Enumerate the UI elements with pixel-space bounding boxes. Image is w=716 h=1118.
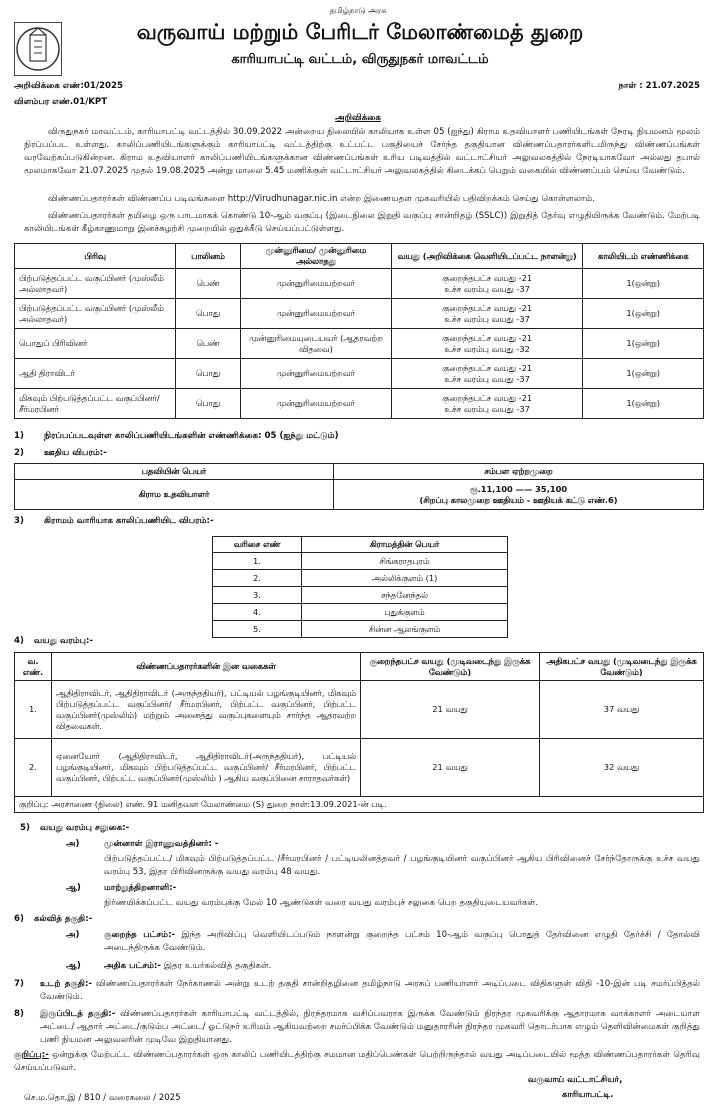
- table-cell: முன்னுரிமையுடையவர் (ஆதரவற்ற விதவை): [240, 329, 391, 359]
- pay-note-text: (சிறப்பு காலமுறை ஊதியம் - ஊதியக் கட்டு எண்.6): [419, 494, 618, 505]
- table-cell: [391, 299, 583, 329]
- footer-reference: செ.ம.தொ.இ / 810 / வரைகலை / 2025: [24, 1093, 181, 1103]
- table-cell: 5.: [213, 621, 302, 638]
- section-4-number: 4): [14, 636, 24, 646]
- table-cell: பொதுப் பிரிவினர்: [15, 329, 176, 359]
- table-cell: பொது: [176, 299, 241, 329]
- table-header: வயது (அறிவிக்கை வெளியிடப்பட்ட நாளன்று): [391, 244, 583, 269]
- table-cell: 37 வயது: [540, 681, 704, 739]
- table-cell: 2.: [213, 570, 302, 587]
- min-age-text: குறைந்தபட்ச வயது -21: [442, 332, 533, 343]
- section-7-number: 7): [14, 979, 24, 989]
- final-note-text: ஒன்றுக்கு மேற்பட்ட விண்ணப்பதாரர்கள் ஒரு காலிப் பணியிடத்திற்கு சமமான மதிப்பெண்கள் பெற்றிருந்தால் வயது அடிப்படையில் மூத்த விண்ணப்பதாரர்கள் தெரிவு செய்யப்படுவர்.: [14, 1050, 700, 1073]
- table-cell: 1(ஒன்று): [583, 269, 704, 299]
- table-cell: ஏனையோர் (ஆதிதிராவிடர், ஆதிதிராவிடர்(அருந்ததியர்), பட்டியல் பழங்குடியினர், மிகவும் பிற்படுத்தப்பட்ட வகுப்பினர்/ சீர்மரபினர், பிற்பட்ட வகுப்பினர், பிற்பட்ட வகுப்பினர்(முஸ்லிம் ) ஆகிய வகுப்பினை சாராதவர்கள்): [52, 739, 361, 797]
- section-8-number: 8): [14, 1009, 24, 1019]
- table-cell: 1(ஒன்று): [583, 389, 704, 419]
- table-cell: 1(ஒன்று): [583, 359, 704, 389]
- signature-office: காரியாபட்டி.: [562, 1090, 614, 1100]
- pay-table: [14, 463, 704, 510]
- pay-range-text: ரூ.11,100 —— 35,100: [469, 483, 568, 494]
- dept-title: வருவாய் மற்றும் பேரிடர் மேலாண்மைத் துறை: [136, 20, 584, 44]
- table-row: [213, 604, 508, 621]
- section-2-number: 2): [14, 448, 24, 458]
- section-7-body: விண்ணப்பதாரர்கள் நேர்காணல் அன்று உடற் தகுதி சான்றிதழினை தமிழ்நாடு அரசுப் பணியாளர் அடிப்படை விதிகளுள் விதி -10-இன் படி சமர்ப்பித்தல் வேண்டும்.: [40, 979, 700, 1002]
- intro-paragraph-1: விருதுநகர் மாவட்டம், காரியாபட்டி வட்டத்தில் 30.09.2022 அன்றைய நிலையில் காலியாக உள்ள 05 (ஐந்து) கிராம உதவியாளர் பணியிடங்கள் நேரடி நியமனம் மூலம் நிரப்பப்பட உள்ளது. காலிப்பணியிடங்களுக்கும் காரியாபட்டி வட்டத்திற்கு உட்பட்ட பகுதியைச் சேர்ந்த தகுதியான விண்ணப்பதாரர்களிடமிருந்து விண்ணப்பங்கள் வரவேற்கப்படுகின்றன. கிராம உதவியாளர் காலிப்பணியிடங்களுக்கான விண்ணப்பங்கள் உரிய படிவத்தில் வட்டாட்சியர் அலுவலகத்தில் நேரடியாகவோ அல்லது தபால் மூலமாகவோ 21.07.2025 முதல் 19.08.2025 அன்று மாலை 5.45 மணிக்குள் வட்டாட்சியர் அலுவலகத்தில் கிடைக்கப் பெறும் வகையில் விண்ணப்பம் செய்ய வேண்டும்.: [24, 127, 700, 176]
- table-cell: 21 வயது: [361, 681, 540, 739]
- section-6a-text: [104, 929, 700, 955]
- table-header: பதவியின் பெயர்: [15, 464, 334, 480]
- ad-number: விளம்பர எண்.01/KPT: [14, 97, 108, 107]
- table-cell: சின்ன ஆலங்குளம்: [302, 621, 508, 638]
- section-5a-text: பிற்படுத்தப்பட்ட/ மிகவும் பிற்படுத்தப்பட்ட /சீர்மரபினர் / பட்டியலினத்தவர் / பழங்குடியினர் வகுப்பினர் ஆகிய பிரிவினைச் சேர்ந்தோருக்கு உச்ச வயது வரம்பு 53, இதர பிரிவினருக்கு வயது வரம்பு 48 வயது.: [104, 854, 700, 877]
- table-row: [213, 553, 508, 570]
- section-6-title: கல்வித் தகுதி:-: [34, 914, 93, 924]
- max-age-text: உச்ச வரம்பு வயது -37: [444, 313, 530, 324]
- table-header-row: [15, 653, 704, 681]
- table-cell: 32 வயது: [540, 739, 704, 797]
- gov-label: தமிழ்நாடு அரசு: [329, 6, 387, 15]
- section-6a-title: குறைந்த பட்சம்:-: [104, 930, 176, 940]
- table-row: [15, 359, 704, 389]
- table-header: முன்னுரிமை/ முன்னுரிமை அல்லாதது: [240, 244, 391, 269]
- table-row: [15, 299, 704, 329]
- section-8-title: இருப்பிடத் தகுதி:-: [40, 1009, 116, 1019]
- min-age-text: குறைந்தபட்ச வயது -21: [442, 392, 533, 403]
- table-header-row: [15, 464, 704, 480]
- section-5-number: 5): [20, 823, 30, 833]
- table-header: பிரிவு: [15, 244, 176, 269]
- final-note: [14, 1049, 700, 1075]
- min-age-text: குறைந்தபட்ச வயது -21: [442, 302, 533, 313]
- table-header: பாலினம்: [176, 244, 241, 269]
- table-cell: 1(ஒன்று): [583, 329, 704, 359]
- table-cell: புதுக்குளம்: [302, 604, 508, 621]
- table-cell: [391, 329, 583, 359]
- max-age-text: உச்ச வரம்பு வயது -32: [444, 343, 530, 354]
- table-cell: சிங்கராதபுரம்: [302, 553, 508, 570]
- table-cell: ஆதிதிராவிடர், ஆதிதிராவிடர் (அருந்ததியர்), பட்டியல் பழங்குடியினர், மிகவும் பிற்படுத்தப்பட்ட வகுப்பினர்/ சீர்மரபினர், பிற்பட்ட வகுப்பினர், பிற்பட்ட வகுப்பினர்(முஸ்லிம்) மற்றும் அனைத்து வகுப்புகளையும் சார்ந்த ஆதரவற்ற விதவைகள்.: [52, 681, 361, 739]
- section-3-number: 3): [14, 516, 24, 526]
- table-cell: 21 வயது: [361, 739, 540, 797]
- section-4-title: வயது வரம்பு:-: [34, 636, 94, 646]
- table-cell: பிற்படுத்தப்பட்ட வகுப்பினர் (முஸ்லீம் அல்லாதவர்): [15, 269, 176, 299]
- min-age-text: குறைந்தபட்ச வயது -21: [442, 272, 533, 283]
- table-row: [15, 739, 704, 797]
- max-age-text: உச்ச வரம்பு வயது -37: [444, 283, 530, 294]
- table-cell: முன்னுரிமையற்றவர்: [240, 299, 391, 329]
- section-6b-title: அதிக பட்சம்:-: [104, 961, 161, 971]
- notice-number: அறிவிக்கை எண்:01/2025: [14, 81, 123, 91]
- table-header-row: [213, 537, 508, 553]
- sub-title: காரியாபட்டி வட்டம், விருதுநகர் மாவட்டம்: [231, 52, 489, 67]
- table-header: சம்பள ஏற்றமுறை: [334, 464, 704, 480]
- table-row: [15, 269, 704, 299]
- intro-paragraph-2: விண்ணப்பதாரர்கள் விண்ணப்ப படிவங்களை http://Virudhunagar.nic.in என்ற இணையதள முகவரியில் பதிவிறக்கம் செய்து கொள்ளலாம்.: [48, 194, 595, 204]
- table-cell: பொது: [176, 389, 241, 419]
- section-5a-title: முன்னாள் இராணுவத்தினர்: -: [104, 839, 219, 849]
- section-5b-title: மாற்றுத்திறனாளி:-: [104, 883, 177, 893]
- signature-designation: வருவாய் வட்டாட்சியர்,: [528, 1075, 623, 1085]
- post-name-cell: கிராம உதவியாளர்: [15, 480, 334, 510]
- section-6a-label: அ): [66, 930, 80, 940]
- section-7-title: உடற் தகுதி:-: [40, 979, 92, 989]
- intro-paragraph-3: விண்ணப்பதாரர்கள் தமிழை ஒரு பாடமாகக் கொண்டு 10-ஆம் வகுப்பு (இடைநிலை இறுதி வகுப்பு சான்றிதழ் (SSLC)) இறுதித் தேர்வு எழுதியிருக்க வேண்டும். மேற்படி காலியிடங்கள் கீழ்காணுமாறு இனச்சுழற்சி முறையில் ஒதுக்கீடு செய்யப்பட்டுள்ளது.: [24, 211, 700, 234]
- section-8-body: விண்ணப்பதாரர்கள் காரியாபட்டி வட்டத்தில், நிரந்தரமாக வசிப்பவராக இருக்க வேண்டும் நிரந்தர முகவரிக்கு ஆதாரமாக வாக்காளர் அடையாள அட்டை/ ஆதார் அட்டை/குடும்ப அட்டை/ ஓட்டுநர் உரிமம் ஆகியவற்றை சமர்ப்பிக்க வேண்டும் மனுதாரரின் நிரந்தர முகவரி தொடர்பாக எழும் தெளிவின்மைகள் குறித்து பணி நியமன அலுவலரின் முடிவே இறுதியானது.: [40, 1009, 701, 1045]
- section-5a-label: அ): [66, 839, 80, 849]
- section-5-title: வயது வரம்பு சலுகை:-: [40, 823, 130, 833]
- table-cell: [391, 359, 583, 389]
- section-6b-text: [104, 960, 700, 973]
- table-row: [213, 621, 508, 638]
- section-5b-text: நிர்ணயிக்கப்பட்ட வயது வரம்புக்கு மேல் 10 ஆண்டுகள் வரை வயது வரம்புச் சலுகை பெற தகுதியுடையவர்கள்.: [104, 898, 539, 908]
- village-table: [212, 536, 508, 638]
- section-8-text: [40, 1008, 700, 1047]
- max-age-text: உச்ச வரம்பு வயது -37: [444, 403, 530, 414]
- table-cell: சந்தனேந்தல்: [302, 587, 508, 604]
- table-header: கிராமத்தின் பெயர்: [302, 537, 508, 553]
- vacancy-table: [14, 243, 704, 419]
- notice-heading: அறிவிக்கை: [335, 113, 381, 123]
- table-cell: [391, 269, 583, 299]
- table-cell: அல்லிக்குளம் (1): [302, 570, 508, 587]
- section-1-number: 1): [14, 431, 24, 441]
- table-cell: 4.: [213, 604, 302, 621]
- table-header: காலியிடம் எண்ணிக்கை: [583, 244, 704, 269]
- table-cell: பொது: [176, 359, 241, 389]
- table-cell: [391, 389, 583, 419]
- age-table-note: குறிப்பு: அரசாணை (நிலை) எண். 91 மனிதவள மேலாண்மை (S) துறை நாள்:13.09.2021-ன் படி.: [15, 797, 704, 813]
- section-6b-body: இதர உயர்கல்வித் தகுதிகள்.: [163, 961, 272, 971]
- table-row: [15, 329, 704, 359]
- table-cell: 1.: [213, 553, 302, 570]
- max-age-text: உச்ச வரம்பு வயது -37: [444, 373, 530, 384]
- table-header-row: [15, 244, 704, 269]
- table-row: [213, 570, 508, 587]
- section-7-text: [40, 978, 700, 1004]
- table-row: [15, 797, 704, 813]
- section-6a-body: இந்த அறிவிப்பு வெளியிடப்படும் நாளன்று குறைந்த பட்சம் 10-ஆம் வகுப்பு பொதுத் தேர்வினை எழுதி தேர்ச்சி / தோல்வி அடைந்திருக்க வேண்டும்.: [104, 930, 701, 953]
- section-6b-label: ஆ): [66, 961, 81, 971]
- age-limit-table: [14, 652, 704, 813]
- table-cell: பிற்படுத்தப்பட்ட வகுப்பினர் (முஸ்லீம் அல்லாதவர்): [15, 299, 176, 329]
- section-1-text: நிரப்பப்படவுள்ள காலிப்பணியிடங்களின் எண்ணிக்கை: 05 (ஐந்து மட்டும்): [44, 431, 339, 441]
- table-cell: 1.: [15, 681, 52, 739]
- table-cell: முன்னுரிமையற்றவர்: [240, 389, 391, 419]
- table-header: வரிசை எண்: [213, 537, 302, 553]
- final-note-label: குறிப்பு:-: [14, 1050, 49, 1060]
- table-row: [15, 681, 704, 739]
- section-2-title: ஊதிய விபரம்:-: [44, 448, 107, 458]
- table-cell: ஆதி திராவிடர்: [15, 359, 176, 389]
- table-cell: மிகவும் பிற்படுத்தப்பட்ட வகுப்பினர்/ சீர்மரபினர்: [15, 389, 176, 419]
- section-3-title: கிராமம் வாரியாக காலிப்பணியிட விபரம்:-: [44, 516, 214, 526]
- table-row: [213, 587, 508, 604]
- table-cell: முன்னுரிமையற்றவர்: [240, 269, 391, 299]
- section-5b-label: ஆ): [66, 883, 81, 893]
- section-6-number: 6): [14, 914, 24, 924]
- table-cell: 3.: [213, 587, 302, 604]
- tn-emblem-icon: [14, 22, 62, 76]
- min-age-text: குறைந்தபட்ச வயது -21: [442, 362, 533, 373]
- notice-date: நாள் : 21.07.2025: [618, 81, 700, 91]
- table-cell: 1(ஒன்று): [583, 299, 704, 329]
- pay-scale-cell: [334, 480, 704, 510]
- table-cell: 2.: [15, 739, 52, 797]
- table-header: வ. எண்.: [15, 653, 52, 681]
- table-row: [15, 389, 704, 419]
- table-cell: முன்னுரிமையற்றவர்: [240, 359, 391, 389]
- table-header: அதிகபட்ச வயது (முடிவடைந்து இருக்க வேண்டும்): [540, 653, 704, 681]
- table-header: குறைந்தபட்ச வயது (முடிவடைந்து இருக்க வேண்டும்): [361, 653, 540, 681]
- table-header: விண்ணப்பதாரர்களின் இன வகைகள்: [52, 653, 361, 681]
- table-row: [15, 480, 704, 510]
- table-cell: பெண்: [176, 269, 241, 299]
- table-cell: பெண்: [176, 329, 241, 359]
